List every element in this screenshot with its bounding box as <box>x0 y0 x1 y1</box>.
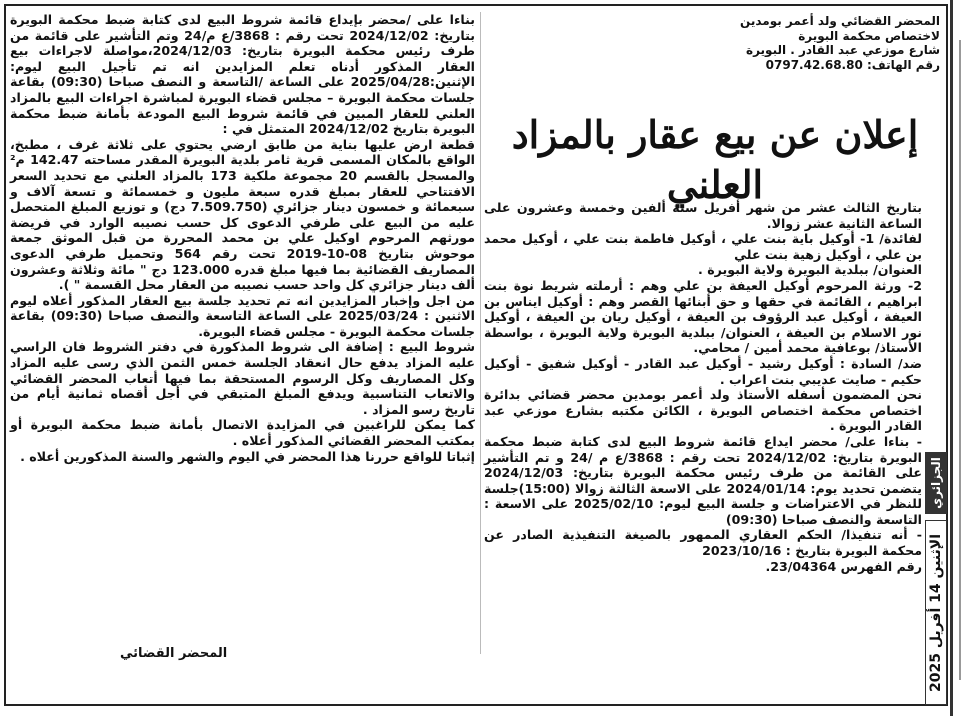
header-line-4: رقم الهاتف: 0797.42.68.80 <box>765 57 940 72</box>
paragraph: - أنه تنفيذا/ الحكم العقاري الممهور بالصيغة التنفيذية الصادر عن محكمة البويرة بتاريخ : 2023/10/16 <box>484 527 922 559</box>
bailiff-header <box>726 14 940 72</box>
divider <box>959 40 973 680</box>
paragraph: نحن المضمون أسفله الأستاذ ولد أعمر بومدين محضر قضائي بدائرة اختصاص محكمة اختصاص البويرة ، الكائن مكتبه بشارع موزعي عبد القادر البويرة . <box>484 387 922 434</box>
page-edge <box>950 0 977 716</box>
paragraph: 2- ورثة المرحوم أوكيل العيفة بن علي وهم : أرملته شريط نوة بنت ابراهيم ، القائمة في حقها و حق أبنائها القصر وهم : أوكيل ايناس بن العيفة ، أوكيل عبد الرؤوف بن العيفة ، أوكيل ريان بن العيفة ، أوكيل نور الاسلام بن العيفة ، العنوان/ ببلدية البويرة ولاية البويرة ، بواسطة الأستاذ/ بوعافية محمد أمين / محامي. <box>484 277 922 356</box>
paragraph: العنوان/ ببلدية البويرة ولاية البويرة . <box>698 262 922 278</box>
paragraph: لفائدة/ 1- أوكيل باية بنت علي ، أوكيل فاطمة بنت علي ، أوكيل محمد بن علي ، أوكيل زهية بنت علي <box>484 231 922 262</box>
paragraph: شروط البيع : إضافة الى شروط المذكورة في دفتر الشروط فان الراسي عليه المزاد يدفع حال انعقاد الجلسة خمس الثمن الذي رسى عليه المزاد وكل المصاريف وكل الرسوم المستحقة بما فيها أتعاب المحضر القضائي والاتعاب التناسبية ويدفع المبلغ المتبقي في أجل أقصاه ثمانية أيام من تاريخ رسو المزاد . <box>10 339 475 417</box>
paragraph: كما يمكن للراغبين في المزايدة الاتصال بأمانة ضبط محكمة البويرة أو بمكتب المحضر القضائي المذكور أعلاه . <box>10 417 475 449</box>
header-line-1: المحضر القضائي ولد أعمر بومدين <box>740 14 940 28</box>
paragraph: من اجل وإخبار المزايدين انه تم تحديد جلسة بيع العقار المذكور أعلاه ليوم الاثنين : 2025/03/24 على الساعة التاسعة والنصف صباحا (09:30) بقاعة جلسات محكمة البويرة - مجلس قضاء البويرة. <box>10 292 476 339</box>
header-line-3: شارع موزعي عبد القادر . البويرة <box>745 43 940 58</box>
paragraph: - بناءا على/ محضر ايداع قائمة شروط البيع لدى كتابة ضبط محكمة البويرة بتاريخ: 2024/12/02 تحت رقم : 3868/ع م /24 و تم التأشير على القائمة من طرف رئيس محكمة البويرة بتاريخ: 2024/12/03 يتضمن تحديد يوم: 2024/01/14 على الاسعة الثالثة زوالا (15:00)جلسة للنظر في الاعتراضات و جلسة البيع ليوم: 2025/02/10 على الاسعة : التاسعة والنصف صباحا (09:30) <box>484 433 922 527</box>
paragraph: ضد/ السادة : أوكيل رشيد - أوكيل عبد القادر - أوكيل شفيق - أوكيل حكيم - صايت عديبي بنت اعراب . <box>484 355 922 387</box>
paragraph: إثباتا للواقع حررنا هذا المحضر في اليوم والشهر والسنة المذكورين أعلاه . <box>20 448 475 464</box>
paragraph: رقم الفهرس 23/04364. <box>765 558 922 574</box>
paragraph: بتاريخ الثالث عشر من شهر أفريل سنة ألفين وخمسة وعشرون على الساعة الثانية عشر زوالا. <box>484 200 922 231</box>
logo-text: الجزائري <box>929 457 943 509</box>
signature: المحضر القضائي <box>120 646 228 661</box>
paragraph: بناءا على /محضر بإيداع قائمة شروط البيع لدى كتابة ضبط محكمة البويرة بتاريخ: 2024/12/02 تحت رقم : 3868/ع م/24 وتم التأشير على قائمة من طرف رئيس محكمة البويرة بتاريخ: 2024/12/03،مواصلة لاجراءات بيع العقار المذكور أدناه تعلم المزايدين انه تم تأجيل البيع ليوم: الإثنين:2025/04/28 على الساعة /التاسعة و النصف صباحا (09:30) بقاعة جلسات محكمة البويرة – مجلس قضاء البويرة لمباشرة اجراءات البيع بالمزاد العلني للعقار المبين في قائمة شروط البيع المودعة بأمانة ضبط محكمة البويرة بتاريخ 2024/12/02 المتمثل في : <box>10 12 476 137</box>
newspaper-logo <box>925 452 947 514</box>
date-box <box>925 520 947 705</box>
column-divider <box>480 12 481 654</box>
notice-title: إعلان عن بيع عقار بالمزاد العلني <box>511 112 919 207</box>
right-column <box>484 200 922 574</box>
issue-date: الإثنين 14 أفريل 2025 <box>928 533 944 692</box>
header-line-2: لاختصاص محكمة البويرة <box>798 28 940 43</box>
paragraph: قطعة ارض عليها بناية من طابق ارضي يحتوي على ثلاثة غرف ، مطبخ، الواقع بالمكان المسمى قرية ثامر بلدية البويرة المقدر مساحته 142.47 م² والمسجل بالقسم 20 مجموعة ملكية 173 بالمزاد العلني مع تحديد السعر الافتتاحي للعقار بمبلغ قدره سبعة مليون و خمسمائة و تسعة آلاف و سبعمائة و خمسون دينار جزائري (7.509.750 دج) و توزيع المبلغ المتحصل عليه من البيع على طرفي الدعوى كل حسب نصيبه الوارد في فريضة مورثهم المرحوم اوكيل علي بن محمد المحررة من قبل الموثق جمعة موحوش بتاريخ 08-10-2019 تحت رقم 564 وتحميل طرفي الدعوى المصاريف القضائية بما فيها مبلغ قدره 123.000 دج " مائة وثلاثة وعشرون ألف دينار جزائري كل واحد حسب نصيبه من العقار محل القسمة " ). <box>10 136 475 293</box>
left-column <box>10 12 475 464</box>
